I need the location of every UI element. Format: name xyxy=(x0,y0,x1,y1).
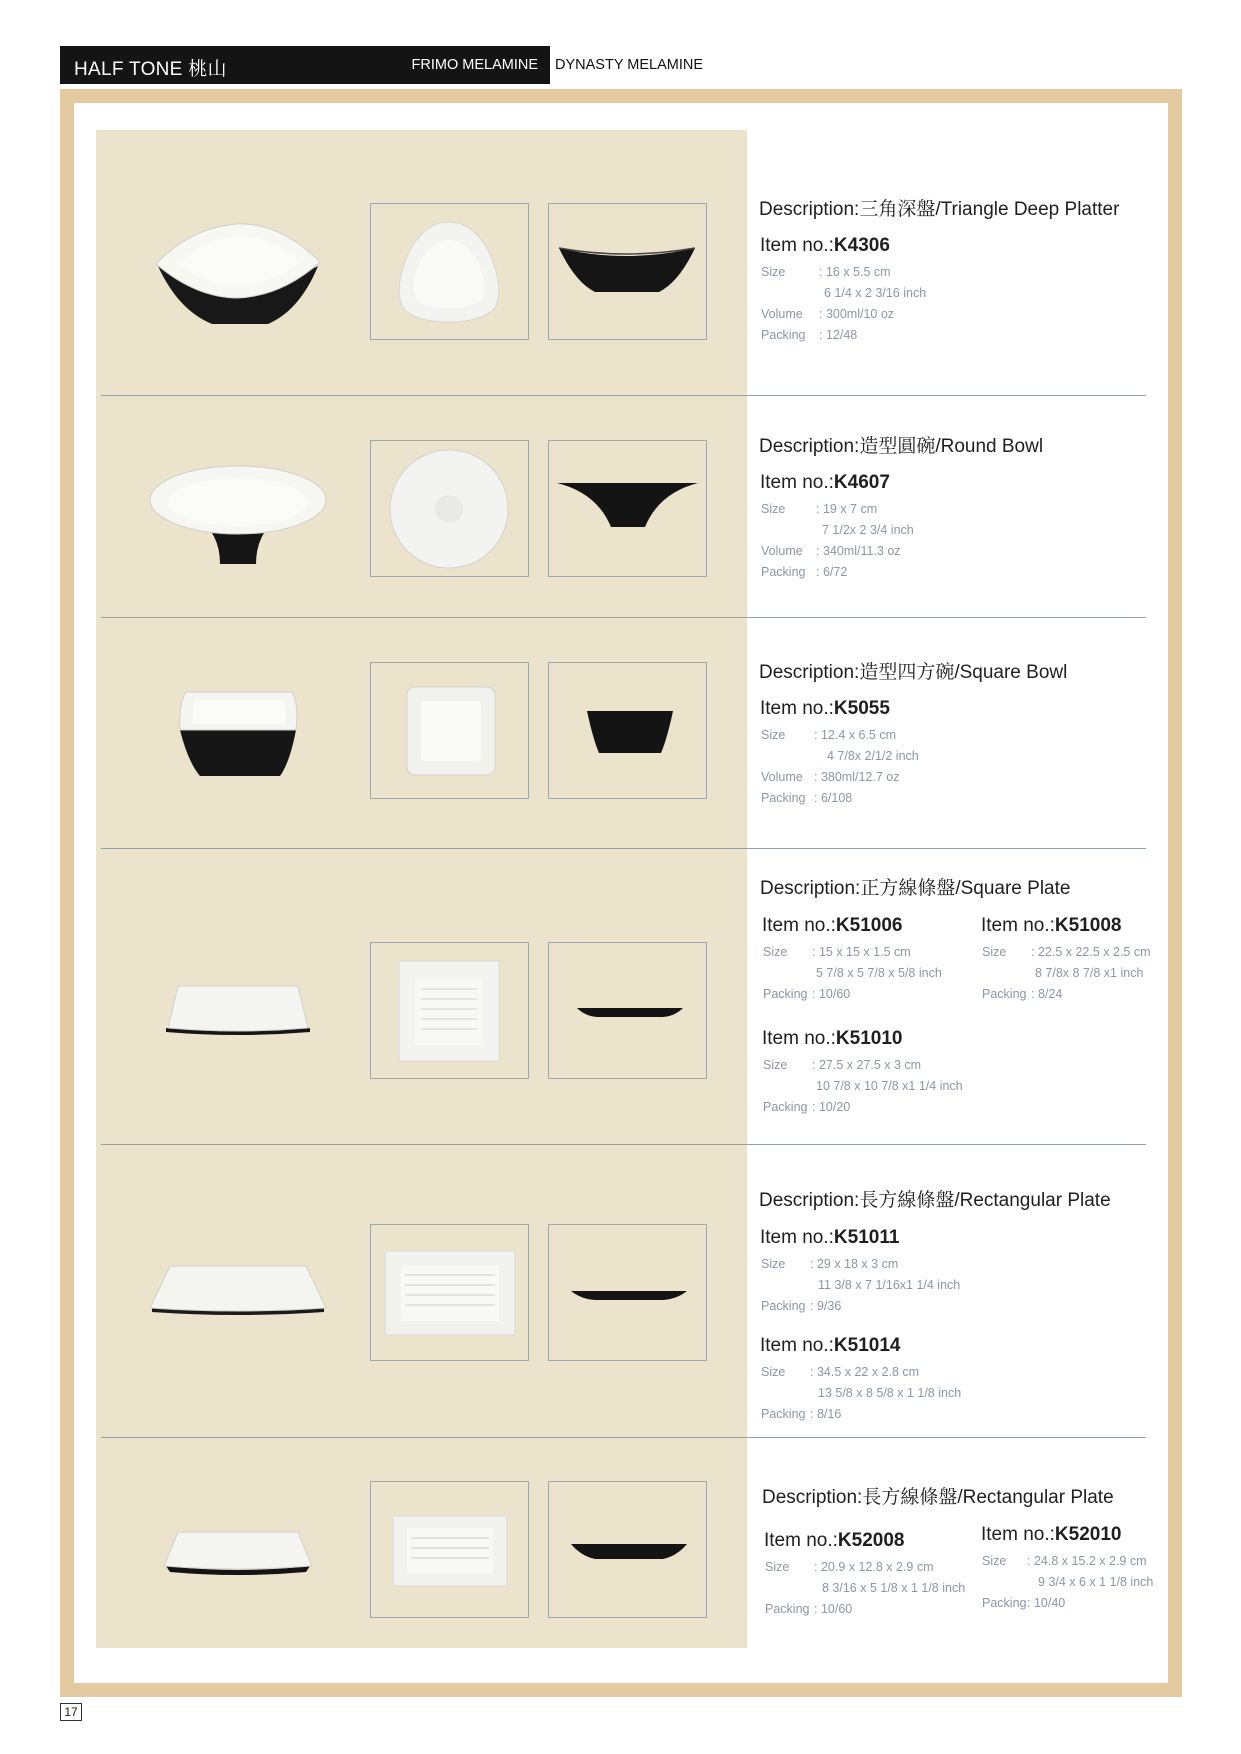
item-number: Item no.:K52010 xyxy=(981,1524,1122,1545)
rect-plate-small-top-view-frame xyxy=(370,1481,529,1618)
item-number: Item no.:K51014 xyxy=(760,1335,901,1356)
square-bowl-top-photo xyxy=(405,685,497,777)
triangle-platter-side-view-frame xyxy=(548,203,707,340)
rect-plate-small-top-photo xyxy=(391,1514,509,1588)
round-bowl-side-view-frame xyxy=(548,440,707,577)
rect-plate-small-side-view-frame xyxy=(548,1481,707,1618)
rect-plate-small-perspective-photo xyxy=(160,1530,316,1578)
item-specs: Size : 15 x 15 x 1.5 cm 5 7/8 x 5 7/8 x 5/8 inch Packing : 10/60 xyxy=(763,945,942,1001)
triangle-platter-top-view-frame xyxy=(370,203,529,340)
page-number: 17 xyxy=(60,1703,82,1721)
triangle-platter-top-photo xyxy=(393,218,505,323)
item-specs: Size : 20.9 x 12.8 x 2.9 cm 8 3/16 x 5 1/8 x 1 1/8 inch Packing : 10/60 xyxy=(765,1560,966,1616)
square-plate-side-view-frame xyxy=(548,942,707,1079)
tab-dynasty-melamine[interactable]: DYNASTY MELAMINE xyxy=(555,57,703,73)
item-number: Item no.:K51011 xyxy=(760,1227,900,1248)
product-description: Description:造型四方碗/Square Bowl xyxy=(759,662,1068,683)
item-number: Item no.:K51010 xyxy=(762,1028,903,1049)
rect-plate-side-photo xyxy=(569,1289,689,1303)
collection-title: HALF TONE 桃山 xyxy=(74,59,227,80)
triangle-platter-side-photo xyxy=(555,242,700,302)
square-plate-perspective-photo xyxy=(162,984,314,1040)
item-number: Item no.:K51006 xyxy=(762,915,903,936)
rect-plate-top-photo xyxy=(383,1249,517,1337)
row-divider xyxy=(101,395,1146,396)
square-bowl-perspective-photo xyxy=(178,688,300,780)
product-description: Description:正方線條盤/Square Plate xyxy=(760,878,1071,899)
item-number: Item no.:K51008 xyxy=(981,915,1122,936)
item-specs: Size : 34.5 x 22 x 2.8 cm 13 5/8 x 8 5/8 x 1 1/8 inch Packing : 8/16 xyxy=(761,1365,962,1421)
item-specs: Size : 29 x 18 x 3 cm 11 3/8 x 7 1/16x1 1/4 inch Packing : 9/36 xyxy=(761,1257,961,1313)
round-bowl-perspective-photo xyxy=(148,460,328,568)
item-specs: Size : 24.8 x 15.2 x 2.9 cm 9 3/4 x 6 x 1 1/8 inch Packing: 10/40 xyxy=(982,1554,1154,1610)
rect-plate-side-view-frame xyxy=(548,1224,707,1361)
item-number: Item no.:K4306 xyxy=(760,235,890,256)
product-description: Description:造型圓碗/Round Bowl xyxy=(759,436,1044,457)
header-bar xyxy=(60,46,550,84)
tab-frimo-melamine[interactable]: FRIMO MELAMINE xyxy=(411,57,538,73)
image-panel xyxy=(96,130,747,1648)
square-bowl-side-photo xyxy=(585,709,675,755)
row-divider xyxy=(101,1437,1146,1438)
round-bowl-side-photo xyxy=(555,479,700,539)
row-divider xyxy=(101,617,1146,618)
item-specs: Size : 12.4 x 6.5 cm 4 7/8x 2/1/2 inch Volume : 380ml/12.7 oz Packing : 6/108 xyxy=(761,728,919,805)
item-specs: Size : 27.5 x 27.5 x 3 cm 10 7/8 x 10 7/8 x1 1/4 inch Packing : 10/20 xyxy=(763,1058,963,1114)
row-divider xyxy=(101,1144,1146,1145)
product-description: Description:長方線條盤/Rectangular Plate xyxy=(762,1487,1114,1508)
round-bowl-top-photo xyxy=(387,447,511,571)
item-specs: Size : 19 x 7 cm 7 1/2x 2 3/4 inch Volume : 340ml/11.3 oz Packing : 6/72 xyxy=(761,502,914,579)
square-bowl-top-view-frame xyxy=(370,662,529,799)
rect-plate-top-view-frame xyxy=(370,1224,529,1361)
item-number: Item no.:K52008 xyxy=(764,1530,905,1551)
rect-plate-small-side-photo xyxy=(569,1542,689,1562)
square-bowl-side-view-frame xyxy=(548,662,707,799)
row-divider xyxy=(101,848,1146,849)
square-plate-side-photo xyxy=(575,1006,685,1020)
round-bowl-top-view-frame xyxy=(370,440,529,577)
square-plate-top-photo xyxy=(397,959,501,1063)
rect-plate-perspective-photo xyxy=(146,1264,330,1320)
item-number: Item no.:K5055 xyxy=(760,698,890,719)
triangle-platter-perspective-photo xyxy=(150,218,325,328)
item-specs: Size : 22.5 x 22.5 x 2.5 cm 8 7/8x 8 7/8 x1 inch Packing : 8/24 xyxy=(982,945,1151,1001)
item-specs: Size : 16 x 5.5 cm 6 1/4 x 2 3/16 inch Volume : 300ml/10 oz Packing : 12/48 xyxy=(761,265,927,342)
square-plate-top-view-frame xyxy=(370,942,529,1079)
product-description: Description:長方線條盤/Rectangular Plate xyxy=(759,1190,1111,1211)
product-description: Description:三角深盤/Triangle Deep Platter xyxy=(759,199,1120,220)
item-number: Item no.:K4607 xyxy=(760,472,890,493)
